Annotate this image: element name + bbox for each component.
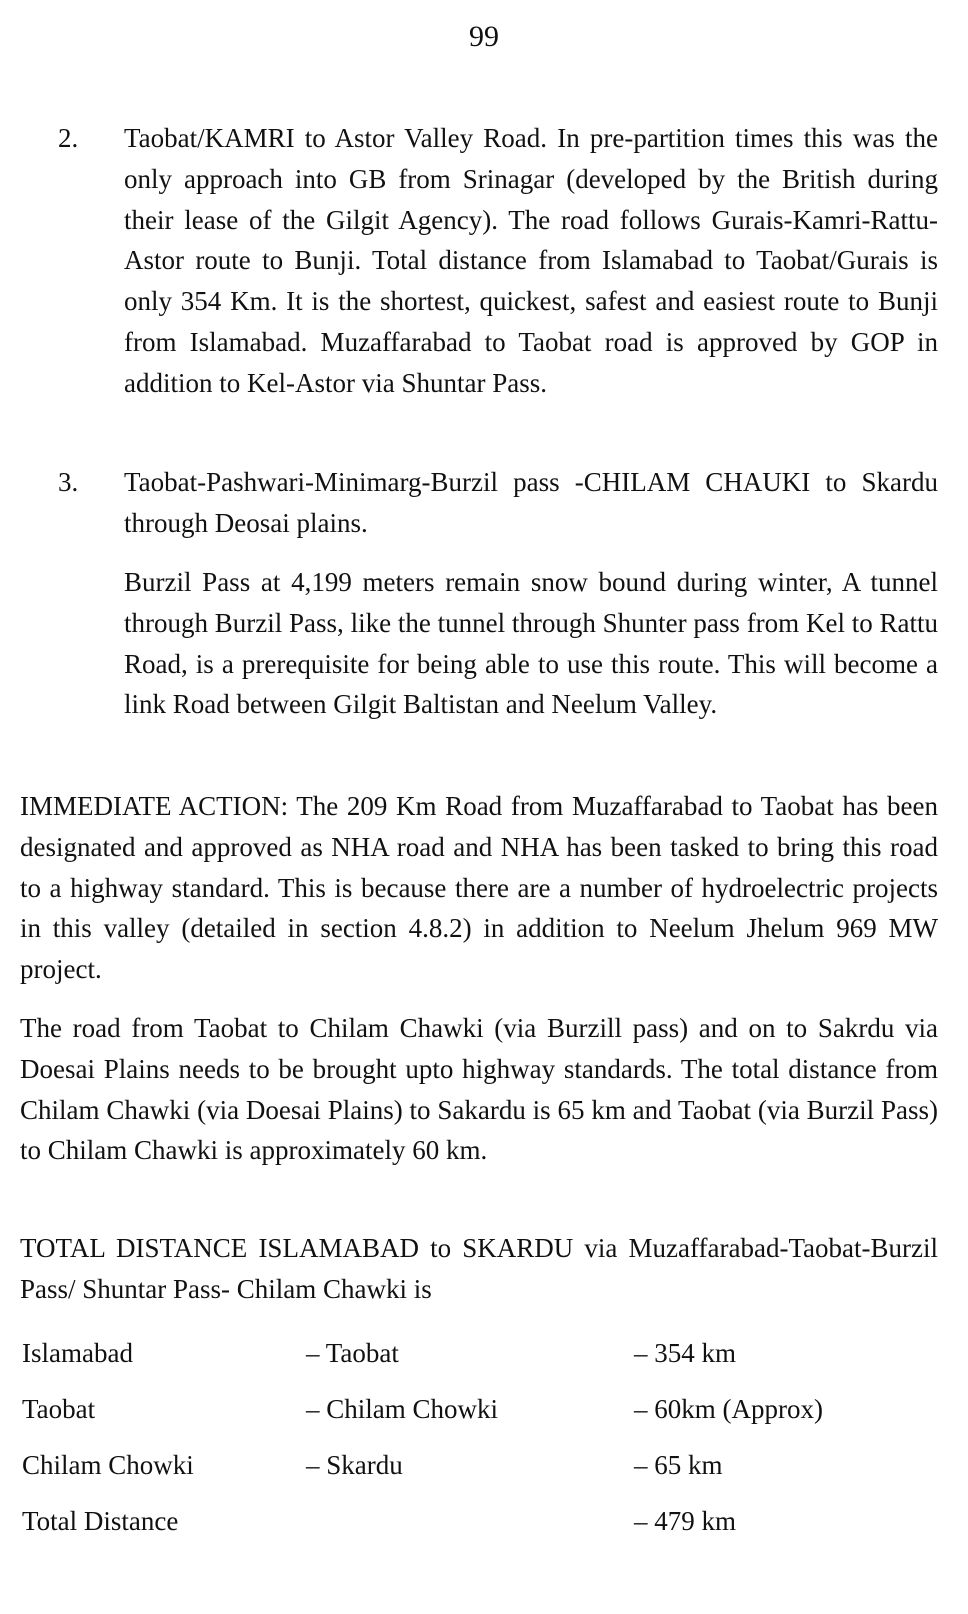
immediate-action-paragraph: IMMEDIATE ACTION: The 209 Km Road from Muzaffarabad to Taobat has been designated and approved as NHA road and NHA has been tasked to bring this road to a highway standard. This is because there are a number of hydroelectric projects in this valley (detailed in section 4.8.2) in addition to Neelum Jhelum 969 MW project. (20, 791, 938, 985)
list-item-text: Taobat/KAMRI to Astor Valley Road. In pre-partition times this was the only approach into GB from Srinagar (developed by the British during their lease of the Gilgit Agency). The road follows Gurais-Kamri-Rattu-Astor route to Bunji. Total distance from Islamabad to Taobat/Gurais is only 354 Km. It is the shortest, quickest, safest and easiest route to Bunji from Islamabad. Muzaffarabad to Taobat road is approved by GOP in addition to Kel-Astor via Shuntar Pass. (124, 123, 938, 398)
table-cell-to: – Taobat (306, 1338, 399, 1368)
burzil-paragraph: Burzil Pass at 4,199 meters remain snow bound during winter, A tunnel through Burzil Pass, like the tunnel through Shunter pass from Kel to Rattu Road, is a prerequisite for being able to use this route. This will become a link Road between Gilgit Baltistan and Neelum Valley. (124, 567, 938, 720)
table-cell-from: Chilam Chowki (22, 1450, 194, 1480)
table-cell-to: – Skardu (306, 1450, 403, 1480)
table-row (22, 1506, 942, 1546)
table-row (22, 1394, 942, 1434)
table-cell-distance: – 354 km (634, 1338, 737, 1368)
table-cell-from: Taobat (22, 1394, 96, 1424)
page-number: 99 (469, 20, 499, 53)
list-item-text: Taobat-Pashwari-Minimarg-Burzil pass -CHILAM CHAUKI to Skardu through Deosai plains. (124, 467, 938, 538)
table-cell-distance: – 479 km (634, 1506, 737, 1536)
table-cell-from: Total Distance (22, 1506, 179, 1536)
table-cell-distance: – 60km (Approx) (634, 1394, 823, 1424)
table-row (22, 1450, 942, 1490)
table-cell-from: Islamabad (22, 1338, 133, 1368)
list-item-number: 3. (58, 467, 79, 497)
list-item-number: 2. (58, 123, 79, 153)
road-paragraph: The road from Taobat to Chilam Chawki (via Burzill pass) and on to Sakrdu via Doesai Plains needs to be brought upto highway standards. The total distance from Chilam Chawki (via Doesai Plains) to Sakardu is 65 km and Taobat (via Burzil Pass) to Chilam Chawki is approximately 60 km. (20, 1013, 938, 1166)
total-distance-heading: TOTAL DISTANCE ISLAMABAD to SKARDU via Muzaffarabad-Taobat-Burzil Pass/ Shuntar Pass- Chilam Chawki is (20, 1233, 938, 1304)
table-row (22, 1338, 942, 1378)
table-cell-to: – Chilam Chowki (306, 1394, 499, 1424)
table-cell-distance: – 65 km (634, 1450, 723, 1480)
